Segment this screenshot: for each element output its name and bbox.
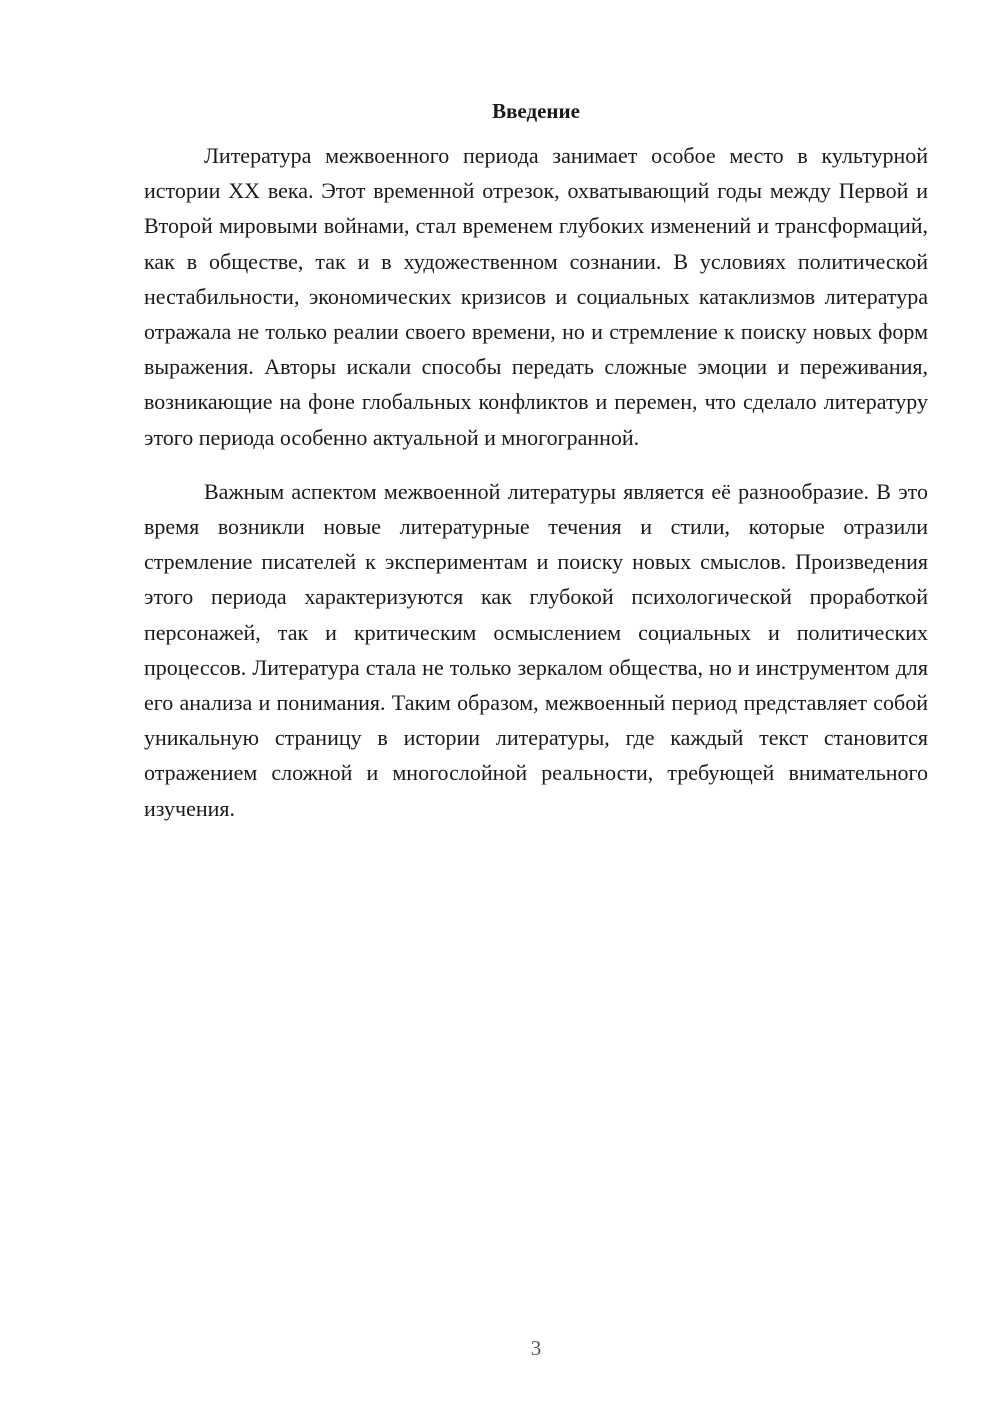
- page-number: 3: [530, 1336, 542, 1360]
- document-body: [144, 96, 928, 826]
- section-title: Введение: [492, 99, 580, 123]
- paragraph-2: Важным аспектом межвоенной литературы является её разнообразие. В это время возникли новые литературные течения и стили, которые отразили стремление писателей к экспериментам и поиску новых смыслов. Произведения этого периода характеризуются как глубокой психологической проработкой персонажей, так и критическим осмыслением социальных и политических процессов. Литература стала не только зеркалом общества, но и инструментом для его анализа и понимания. Таким образом, межвоенный период представляет собой уникальную страницу в истории литературы, где каждый текст становится отражением сложной и многослойной реальности, требующей внимательного изучения.: [144, 478, 928, 821]
- paragraph-1: Литература межвоенного периода занимает особое место в культурной истории XX века. Этот временной отрезок, охватывающий годы между Первой и Второй мировыми войнами, стал временем глубоких изменений и трансформаций, как в обществе, так и в художественном сознании. В условиях политической нестабильности, экономических кризисов и социальных катаклизмов литература отражала не только реалии своего времени, но и стремление к поиску новых форм выражения. Авторы искали способы передать сложные эмоции и переживания, возникающие на фоне глобальных конфликтов и перемен, что сделало литературу этого периода особенно актуальной и многогранной.: [144, 143, 928, 450]
